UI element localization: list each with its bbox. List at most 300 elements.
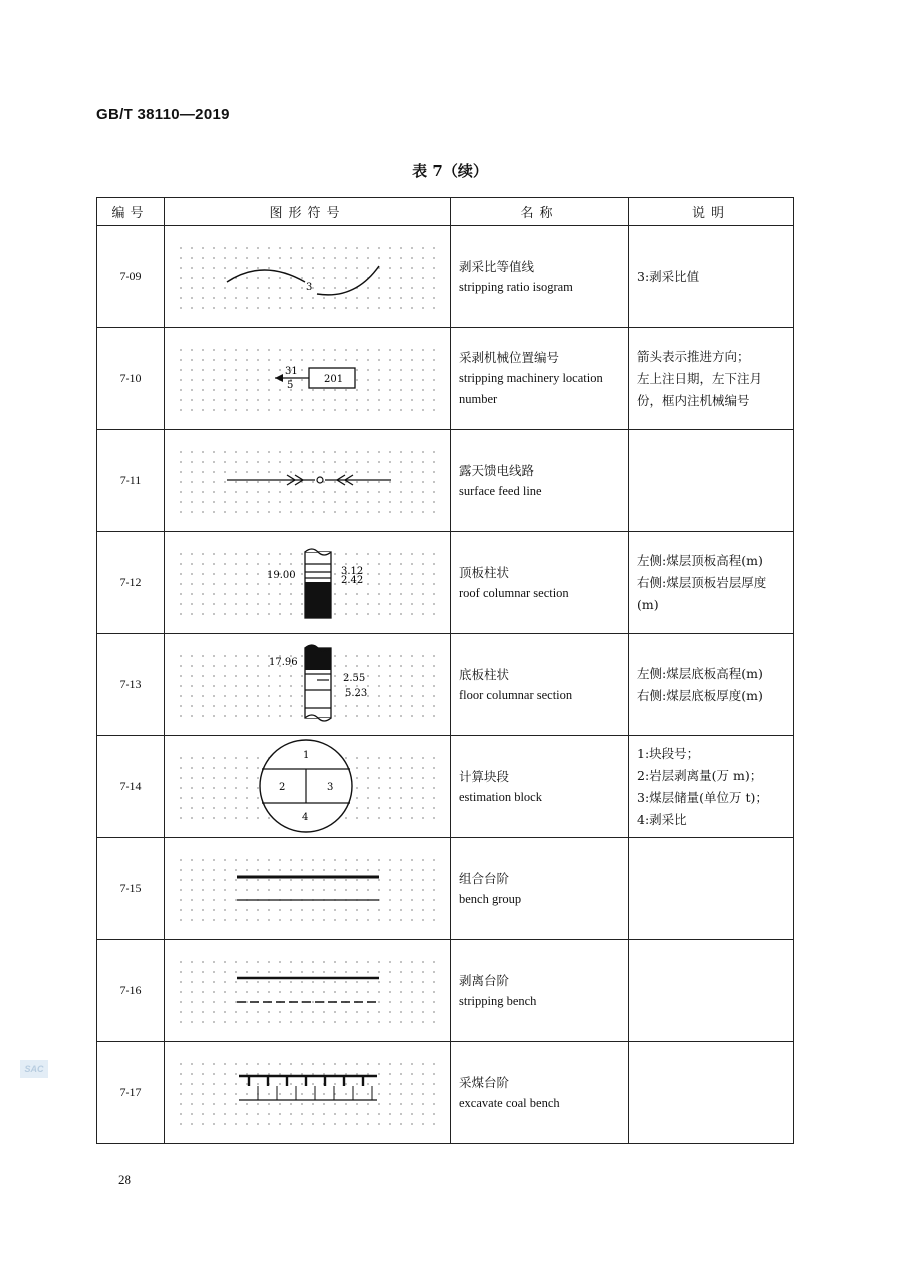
grid-dot [235, 1123, 237, 1125]
name-en: stripping ratio isogram [459, 279, 573, 294]
grid-dot [367, 409, 369, 411]
grid-dot [334, 501, 336, 503]
grid-dot [411, 1123, 413, 1125]
grid-dot [334, 613, 336, 615]
grid-dot [290, 451, 292, 453]
grid-dot [334, 1123, 336, 1125]
grid-dot [191, 1123, 193, 1125]
grid-dot [180, 991, 182, 993]
grid-dot [279, 981, 281, 983]
grid-dot [191, 919, 193, 921]
grid-dot [268, 1103, 270, 1105]
grid-dot [323, 349, 325, 351]
row-name [451, 328, 629, 430]
grid-dot [411, 919, 413, 921]
figure-label-elevation: 19.00 [267, 570, 296, 581]
grid-dot [246, 685, 248, 687]
grid-dot [367, 247, 369, 249]
grid-dot [180, 665, 182, 667]
grid-dot [433, 1021, 435, 1023]
grid-dot [191, 379, 193, 381]
grid-dot [378, 1021, 380, 1023]
grid-dot [334, 675, 336, 677]
grid-dot [246, 971, 248, 973]
grid-dot [279, 705, 281, 707]
grid-dot [389, 593, 391, 595]
grid-dot [191, 1113, 193, 1115]
grid-dot [312, 1011, 314, 1013]
grid-dot [279, 1073, 281, 1075]
grid-dot [235, 307, 237, 309]
grid-dot [246, 399, 248, 401]
grid-dot [356, 451, 358, 453]
grid-dot [180, 307, 182, 309]
grid-dot [279, 297, 281, 299]
grid-dot [411, 961, 413, 963]
grid-dot [422, 369, 424, 371]
grid-dot [323, 981, 325, 983]
grid-dot [345, 409, 347, 411]
grid-dot [224, 409, 226, 411]
grid-dot [246, 675, 248, 677]
grid-dot [356, 491, 358, 493]
grid-dot [323, 511, 325, 513]
grid-dot [422, 869, 424, 871]
grid-dot [224, 1103, 226, 1105]
grid-dot [411, 859, 413, 861]
grid-dot [356, 1011, 358, 1013]
grid-dot [202, 705, 204, 707]
description-line: 3:煤层储量(单位万 t)； [637, 789, 768, 805]
grid-dot [224, 573, 226, 575]
grid-dot [312, 919, 314, 921]
grid-dot [433, 685, 435, 687]
grid-dot [301, 563, 303, 565]
grid-dot [378, 1103, 380, 1105]
grid-dot [235, 491, 237, 493]
row-description [629, 634, 794, 736]
grid-dot [235, 1021, 237, 1023]
grid-dot [213, 307, 215, 309]
grid-dot [345, 613, 347, 615]
grid-dot [356, 715, 358, 717]
grid-dot [279, 491, 281, 493]
grid-dot [235, 685, 237, 687]
description-line: 右侧:煤层底板厚度(m) [637, 687, 763, 703]
grid-dot [279, 1103, 281, 1105]
grid-dot [213, 573, 215, 575]
grid-dot [400, 889, 402, 891]
grid-dot [257, 501, 259, 503]
grid-dot [246, 1021, 248, 1023]
grid-dot [411, 675, 413, 677]
grid-dot [224, 359, 226, 361]
grid-dot [191, 359, 193, 361]
grid-dot [202, 981, 204, 983]
grid-dot [202, 613, 204, 615]
row-name [451, 430, 629, 532]
grid-dot [213, 1011, 215, 1013]
grid-dot [400, 257, 402, 259]
grid-dot [246, 257, 248, 259]
grid-dot [389, 389, 391, 391]
grid-dot [246, 757, 248, 759]
grid-dot [279, 715, 281, 717]
grid-dot [356, 787, 358, 789]
grid-dot [389, 665, 391, 667]
grid-dot [180, 389, 182, 391]
grid-dot [191, 981, 193, 983]
name-cn: 底板柱状 [459, 666, 510, 682]
grid-dot [367, 767, 369, 769]
grid-dot [334, 491, 336, 493]
symbol-cell [165, 634, 451, 736]
grid-dot [400, 583, 402, 585]
grid-dot [411, 451, 413, 453]
grid-dot [202, 787, 204, 789]
grid-dot [301, 1113, 303, 1115]
grid-dot [290, 675, 292, 677]
grid-dot [279, 277, 281, 279]
description-line: 份，框内注机械编号 [637, 392, 750, 408]
grid-dot [191, 287, 193, 289]
grid-dot [400, 451, 402, 453]
grid-dot [433, 777, 435, 779]
grid-dot [235, 349, 237, 351]
grid-dot [367, 705, 369, 707]
grid-dot [422, 359, 424, 361]
grid-dot [246, 705, 248, 707]
grid-dot [246, 981, 248, 983]
grid-dot [422, 1093, 424, 1095]
grid-dot [180, 593, 182, 595]
grid-dot [411, 409, 413, 411]
grid-dot [334, 1103, 336, 1105]
row-code: 7-13 [97, 634, 165, 736]
grid-dot [367, 257, 369, 259]
grid-dot [389, 307, 391, 309]
grid-dot [246, 665, 248, 667]
grid-dot [334, 471, 336, 473]
grid-dot [268, 511, 270, 513]
grid-dot [422, 307, 424, 309]
grid-dot [257, 879, 259, 881]
grid-dot [422, 379, 424, 381]
grid-dot [246, 267, 248, 269]
grid-dot [312, 481, 314, 483]
grid-dot [180, 369, 182, 371]
grid-dot [246, 1113, 248, 1115]
grid-dot [235, 869, 237, 871]
grid-dot [411, 399, 413, 401]
grid-dot [323, 451, 325, 453]
grid-dot [378, 349, 380, 351]
grid-dot [257, 359, 259, 361]
grid-dot [235, 695, 237, 697]
grid-dot [400, 359, 402, 361]
grid-dot [246, 869, 248, 871]
figure-label-machine: 201 [324, 374, 344, 385]
grid-dot [268, 491, 270, 493]
grid-dot [400, 869, 402, 871]
grid-dot [257, 869, 259, 871]
grid-dot [290, 695, 292, 697]
grid-dot [191, 563, 193, 565]
grid-dot [202, 817, 204, 819]
grid-dot [290, 1011, 292, 1013]
grid-dot [213, 879, 215, 881]
grid-dot [411, 461, 413, 463]
grid-dot [235, 777, 237, 779]
grid-dot [213, 1021, 215, 1023]
grid-dot [389, 961, 391, 963]
grid-dot [389, 257, 391, 259]
grid-dot [433, 349, 435, 351]
grid-dot [301, 409, 303, 411]
grid-dot [433, 1113, 435, 1115]
grid-dot [202, 563, 204, 565]
name-cn: 剥采比等值线 [459, 258, 535, 274]
grid-dot [433, 909, 435, 911]
grid-dot [389, 399, 391, 401]
grid-dot [213, 297, 215, 299]
grid-dot [224, 603, 226, 605]
grid-dot [400, 665, 402, 667]
grid-dot [433, 991, 435, 993]
grid-dot [279, 1093, 281, 1095]
grid-dot [312, 879, 314, 881]
grid-dot [246, 277, 248, 279]
grid-dot [411, 369, 413, 371]
grid-dot [433, 307, 435, 309]
grid-dot [235, 961, 237, 963]
grid-dot [433, 757, 435, 759]
grid-dot [301, 981, 303, 983]
grid-dot [400, 399, 402, 401]
description-line: 4:剥采比 [637, 811, 687, 827]
grid-dot [389, 461, 391, 463]
grid-dot [246, 471, 248, 473]
grid-dot [378, 1083, 380, 1085]
grid-dot [345, 287, 347, 289]
grid-dot [345, 399, 347, 401]
grid-dot [191, 757, 193, 759]
grid-dot [378, 471, 380, 473]
grid-dot [433, 287, 435, 289]
grid-dot [202, 1063, 204, 1065]
grid-dot [224, 655, 226, 657]
grid-dot [224, 583, 226, 585]
grid-dot [400, 1011, 402, 1013]
grid-dot [433, 511, 435, 513]
grid-dot [367, 787, 369, 789]
grid-dot [235, 859, 237, 861]
grid-dot [411, 1021, 413, 1023]
grid-dot [433, 491, 435, 493]
grid-dot [400, 767, 402, 769]
grid-dot [268, 1113, 270, 1115]
grid-dot [356, 1113, 358, 1115]
grid-dot [389, 553, 391, 555]
grid-dot [301, 675, 303, 677]
grid-dot [389, 511, 391, 513]
grid-dot [389, 899, 391, 901]
grid-dot [191, 1083, 193, 1085]
grid-dot [312, 859, 314, 861]
grid-dot [180, 1123, 182, 1125]
grid-dot [279, 471, 281, 473]
grid-dot [422, 665, 424, 667]
grid-dot [422, 777, 424, 779]
grid-dot [191, 869, 193, 871]
description-line: 右侧:煤层顶板岩层厚度 [637, 574, 767, 590]
grid-dot [224, 797, 226, 799]
grid-dot [378, 715, 380, 717]
grid-dot [378, 389, 380, 391]
grid-dot [433, 603, 435, 605]
grid-dot [224, 511, 226, 513]
description-line: 左侧:煤层顶板高程(m) [637, 552, 763, 568]
grid-dot [345, 277, 347, 279]
grid-dot [323, 1063, 325, 1065]
grid-dot [202, 1021, 204, 1023]
grid-dot [389, 613, 391, 615]
grid-dot [422, 971, 424, 973]
grid-dot [378, 287, 380, 289]
grid-dot [400, 909, 402, 911]
grid-dot [191, 961, 193, 963]
grid-dot [433, 389, 435, 391]
grid-dot [312, 1083, 314, 1085]
grid-dot [191, 1001, 193, 1003]
grid-dot [389, 379, 391, 381]
grid-dot [323, 961, 325, 963]
grid-dot [323, 389, 325, 391]
row-code: 7-09 [97, 226, 165, 328]
grid-dot [356, 247, 358, 249]
symbol-cell [165, 532, 451, 634]
grid-dot [279, 919, 281, 921]
grid-dot [367, 491, 369, 493]
grid-dot [400, 1103, 402, 1105]
symbol-cell [165, 838, 451, 940]
grid-dot [400, 1093, 402, 1095]
grid-dot [235, 603, 237, 605]
grid-dot [301, 889, 303, 891]
grid-dot [367, 573, 369, 575]
grid-dot [323, 257, 325, 259]
grid-dot [367, 1021, 369, 1023]
description-line: 2:岩层剥离量(万 m)； [637, 767, 763, 783]
grid-dot [224, 247, 226, 249]
grid-dot [422, 757, 424, 759]
grid-dot [312, 1073, 314, 1075]
grid-dot [411, 583, 413, 585]
grid-dot [400, 553, 402, 555]
grid-dot [378, 961, 380, 963]
grid-dot [301, 1083, 303, 1085]
grid-dot [180, 563, 182, 565]
grid-dot [213, 1073, 215, 1075]
grid-dot [323, 297, 325, 299]
grid-dot [312, 277, 314, 279]
grid-dot [180, 451, 182, 453]
grid-dot [301, 613, 303, 615]
grid-dot [433, 471, 435, 473]
grid-dot [345, 349, 347, 351]
grid-dot [400, 1083, 402, 1085]
grid-dot [389, 909, 391, 911]
grid-dot [301, 573, 303, 575]
grid-dot [268, 991, 270, 993]
grid-dot [367, 757, 369, 759]
excavate-coal-bench-symbol [165, 1042, 451, 1143]
grid-dot [290, 359, 292, 361]
grid-dot [323, 409, 325, 411]
grid-dot [235, 287, 237, 289]
grid-dot [400, 379, 402, 381]
grid-dot [279, 1063, 281, 1065]
grid-dot [202, 1083, 204, 1085]
grid-dot [268, 593, 270, 595]
grid-dot [235, 613, 237, 615]
grid-dot [191, 399, 193, 401]
name-cn: 剥离台阶 [459, 972, 510, 988]
grid-dot [378, 909, 380, 911]
name-cn: 顶板柱状 [459, 564, 510, 580]
grid-dot [180, 501, 182, 503]
grid-dot [378, 257, 380, 259]
grid-dot [334, 715, 336, 717]
grid-dot [411, 807, 413, 809]
grid-dot [257, 409, 259, 411]
grid-dot [422, 899, 424, 901]
grid-dot [213, 471, 215, 473]
grid-dot [290, 267, 292, 269]
grid-dot [224, 919, 226, 921]
grid-dot [378, 1093, 380, 1095]
grid-dot [433, 971, 435, 973]
grid-dot [356, 511, 358, 513]
grid-dot [202, 257, 204, 259]
grid-dot [191, 613, 193, 615]
grid-dot [411, 971, 413, 973]
grid-dot [378, 859, 380, 861]
grid-dot [290, 715, 292, 717]
grid-dot [235, 817, 237, 819]
grid-dot [389, 451, 391, 453]
grid-dot [213, 491, 215, 493]
grid-dot [301, 287, 303, 289]
grid-dot [235, 267, 237, 269]
grid-dot [345, 971, 347, 973]
grid-dot [290, 501, 292, 503]
grid-dot [180, 399, 182, 401]
grid-dot [422, 491, 424, 493]
grid-dot [411, 869, 413, 871]
grid-dot [279, 879, 281, 881]
grid-dot [312, 359, 314, 361]
grid-dot [422, 297, 424, 299]
grid-dot [400, 1063, 402, 1065]
grid-dot [279, 593, 281, 595]
grid-dot [334, 859, 336, 861]
grid-dot [301, 349, 303, 351]
grid-dot [312, 869, 314, 871]
grid-dot [191, 451, 193, 453]
grid-dot [323, 1073, 325, 1075]
grid-dot [422, 553, 424, 555]
